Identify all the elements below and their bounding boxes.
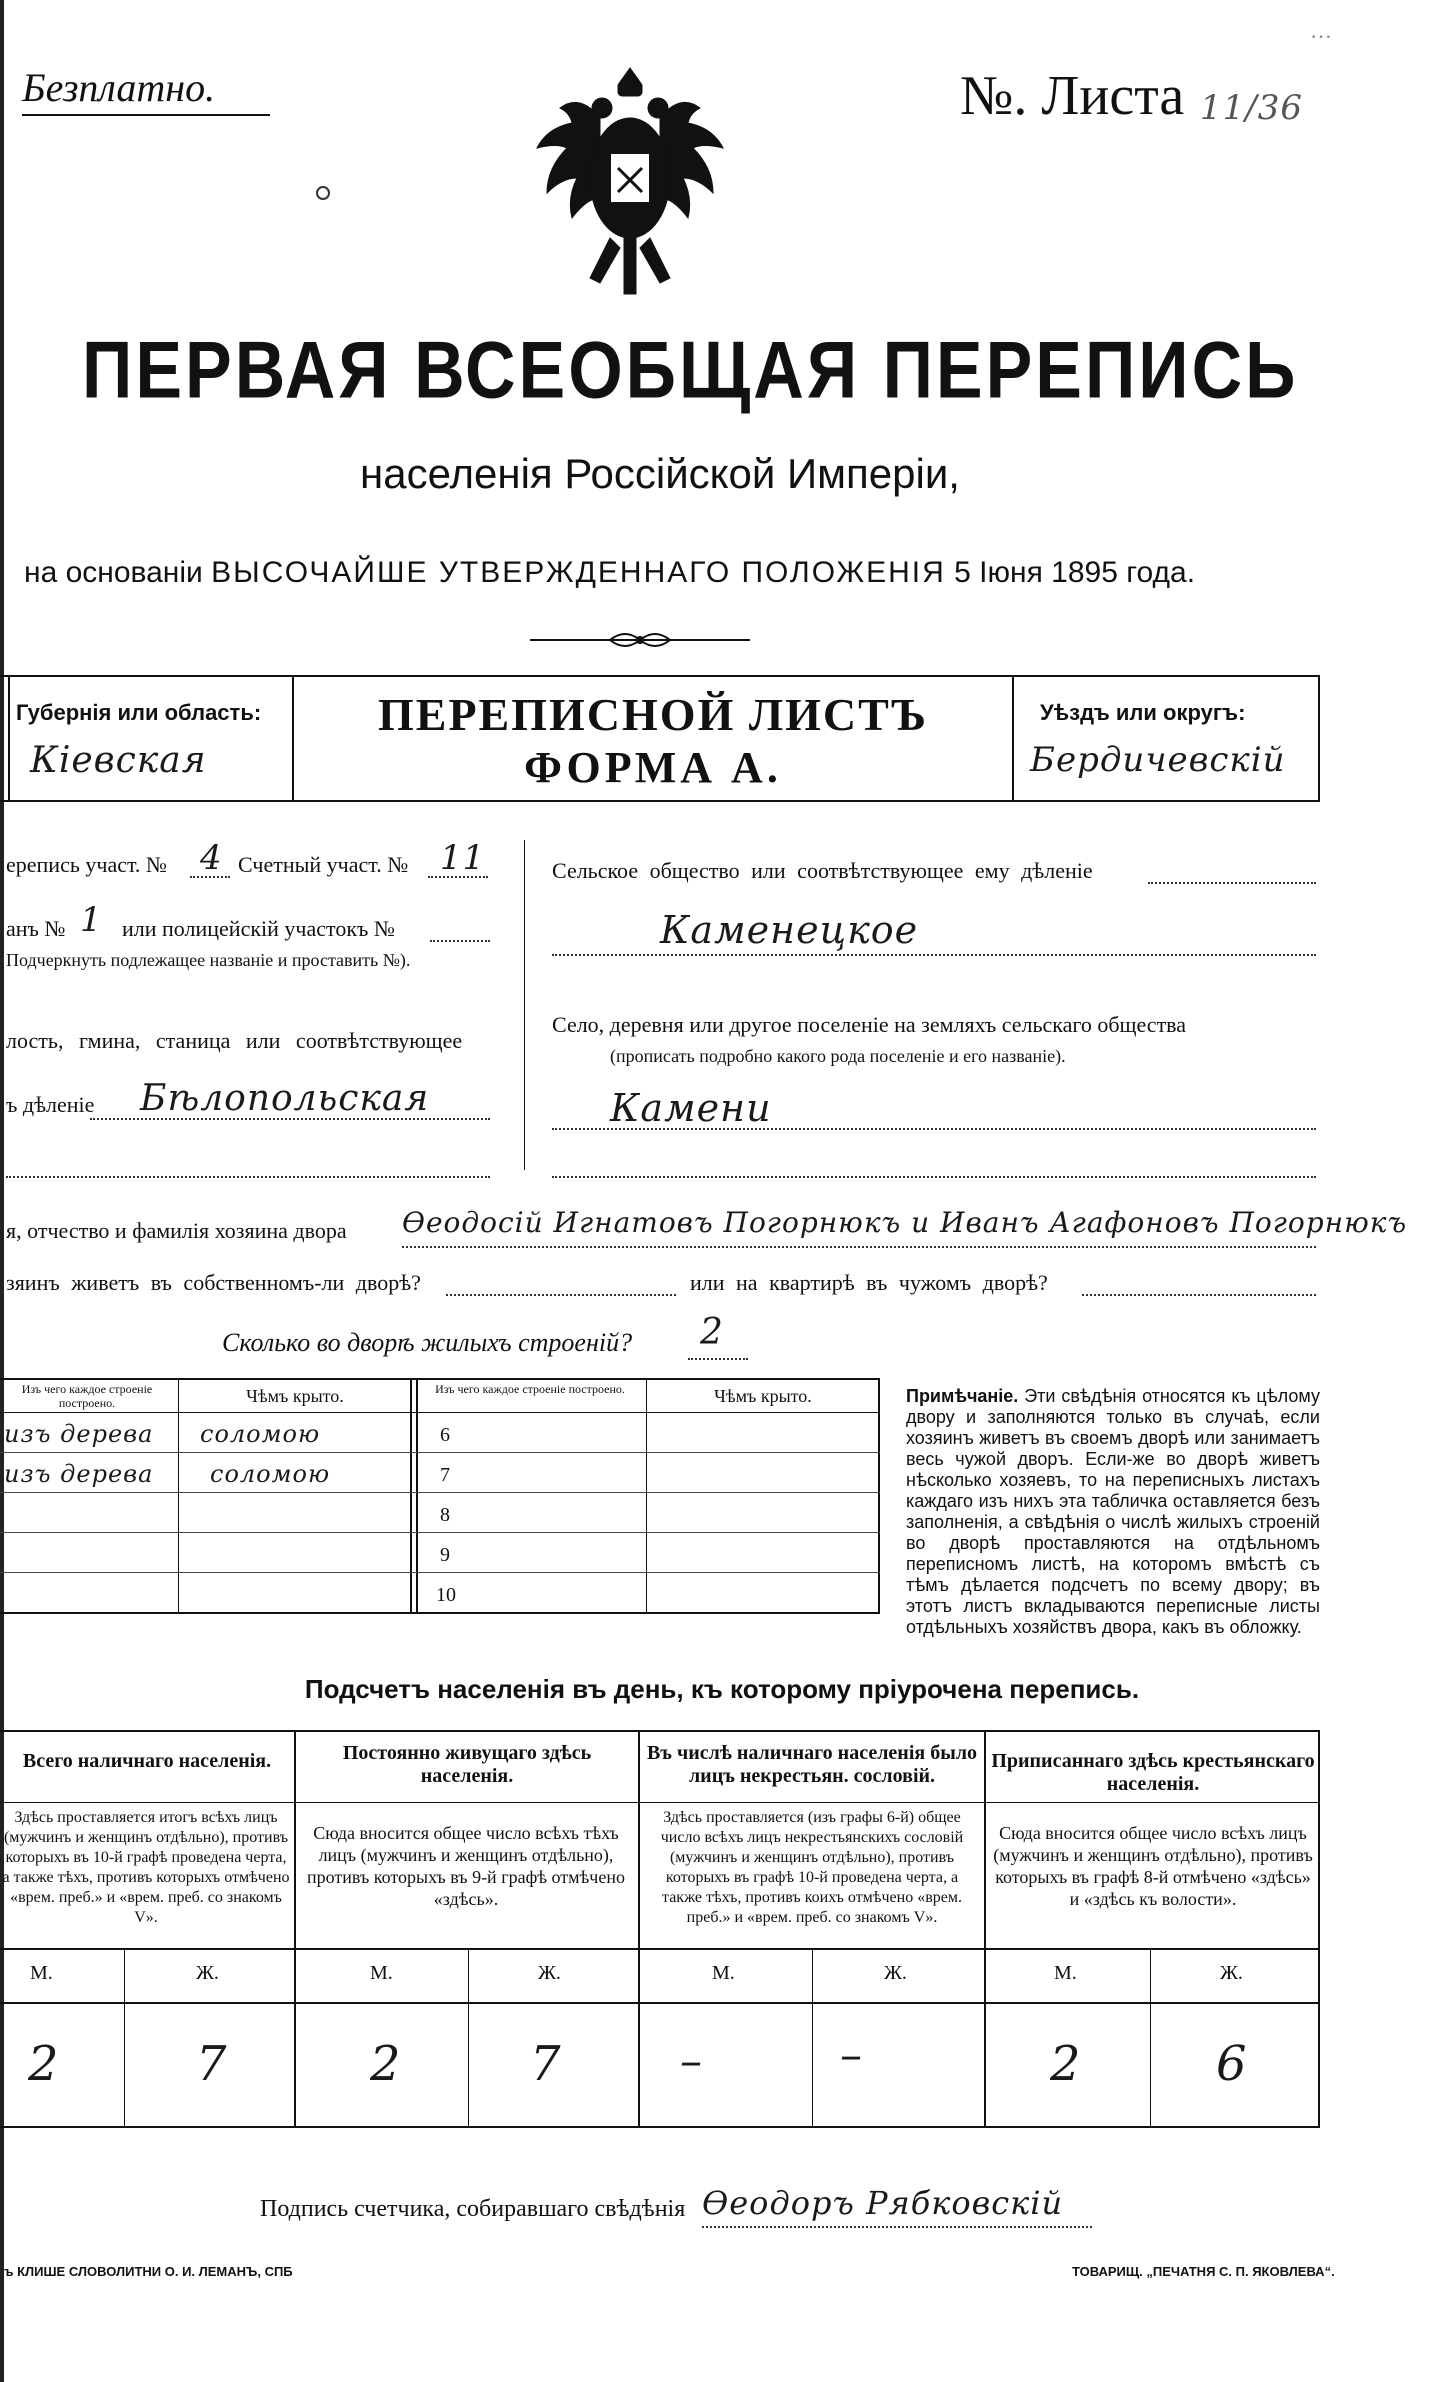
pt-col1-m-label: М. (30, 1962, 53, 1984)
count-sect-label: Счетный участ. № (238, 852, 409, 877)
division-value: Бѣлопольская (140, 1078, 430, 1119)
sheet-number-value: 11/36 (1200, 88, 1303, 128)
bt-row1-roof: соломою (200, 1420, 321, 1448)
right-block-bottom-dots (552, 1176, 1316, 1178)
bt-material-header-left: Изъ чего каждое строеніе построено. (21, 1382, 153, 1410)
stan-value: 1 (80, 900, 103, 940)
province-value: Кіевская (30, 740, 207, 781)
society-value-dots (552, 954, 1316, 956)
basis-date: 5 Іюня 1895 года. (954, 556, 1196, 589)
note-block (906, 1386, 1320, 1638)
bt-v2b (416, 1378, 418, 1614)
volost-line: лость, гмина, станица или соотвѣтствующее (6, 1028, 463, 1053)
form-title: ФОРМА А. (524, 743, 782, 792)
form-mid-left (292, 675, 294, 802)
bt-v2 (410, 1378, 412, 1614)
printer-right: ТОВАРИЩ. „ПЕЧАТНЯ С. П. ЯКОВЛЕВА“. (1072, 2264, 1335, 2279)
count-sect-value: 11 (440, 838, 486, 878)
pt-v3 (984, 1730, 986, 2128)
printer-left: ъ КЛИШЕ СЛОВОЛИТНИ О. И. ЛЕМАНЪ, СПБ (4, 2264, 293, 2279)
owner-name-value: Ѳеодосій Игнатовъ Погорнюкъ и Иванъ Агафоновъ Погорнюкъ (402, 1206, 1408, 1239)
pt-col4-note: Сюда вносится общее число всѣхъ лицъ (мужчинъ и женщинъ отдѣльно), противъ которыхъ въ графѣ 8-й отмѣчено «здѣсь» и «здѣсь къ волости». (993, 1823, 1313, 1909)
page-edge-left (0, 0, 4, 2382)
signature-value: Ѳеодоръ Рябковскій (702, 2184, 1064, 2222)
bt-roof-header-right: Чѣмъ крыто. (714, 1386, 812, 1406)
pt-col2-f-label: Ж. (538, 1962, 561, 1984)
owner-name-dots (402, 1246, 1316, 1248)
form-left-border (8, 675, 10, 802)
bt-num-9: 9 (440, 1544, 450, 1566)
block-divider (524, 840, 525, 1170)
corner-note: … (1310, 18, 1332, 43)
stan-label: анъ № (6, 916, 66, 941)
sheet-number-label: №. Листа (960, 65, 1185, 127)
pt-col2-m-value: 2 (370, 2036, 402, 2092)
society-dots (1148, 882, 1316, 884)
left-block-bottom-dots (6, 1176, 490, 1178)
pt-v1 (294, 1730, 296, 2128)
census-title: ПЕРВАЯ ВСЕОБЩАЯ ПЕРЕПИСЬ (82, 325, 1299, 415)
pt-col4-f-label: Ж. (1220, 1962, 1243, 1984)
pt-col3-m-value: – (680, 2036, 703, 2087)
census-sect-value: 4 (200, 838, 223, 878)
province-label: Губернія или область: (16, 700, 262, 725)
count-sect-dots (428, 876, 488, 878)
pt-note-bottom (0, 1948, 1320, 1950)
pt-sub1 (124, 1948, 125, 2128)
pt-col1-f-label: Ж. (196, 1962, 219, 1984)
pt-col4-f-value: 6 (1216, 2036, 1248, 2092)
society-value: Каменецкое (660, 908, 919, 952)
bt-row2-roof: соломою (210, 1460, 331, 1488)
signature-label: Подпись счетчика, собиравшаго свѣдѣнія (260, 2196, 686, 2222)
bt-bottom (0, 1612, 880, 1614)
pt-col3-note: Здѣсь проставляется (изъ графы 6-й) общее число всѣхъ лицъ некрестьянскихъ сословій (мужчинъ и женщинъ отдѣльно), противъ которыхъ въ графѣ 10-й проведена черта, а также тѣхъ, противъ коихъ отмѣчено «врем. преб.» и «врем. преб. со знакомъ V». (660, 1809, 964, 1926)
basis-prefix: на основаніи (24, 556, 203, 589)
bt-row3 (0, 1532, 880, 1533)
village-note: (прописать подробно какого рода поселеніе и его названіе). (610, 1046, 1066, 1066)
underline-note: Подчеркнуть подлежащее названіе и проставить №). (6, 950, 411, 970)
village-value: Камени (610, 1086, 772, 1130)
bt-num-7: 7 (440, 1464, 450, 1486)
own-yard-dots (446, 1294, 676, 1296)
bt-material-header-right: Изъ чего каждое строеніе построено. (435, 1382, 625, 1396)
pt-col1-m-value: 2 (28, 2036, 60, 2092)
pt-col2-head: Постоянно живущаго здѣсь населенія. (342, 1742, 592, 1787)
pt-sub4 (1150, 1948, 1151, 2128)
society-label: Сельское общество или соотвѣтствующее ему дѣленіе (552, 858, 1093, 883)
bt-v4 (878, 1378, 880, 1614)
bt-row2-material: изъ дерева (4, 1460, 154, 1488)
pt-col2-note: Сюда вносится общее число всѣхъ тѣхъ лицъ (мужчинъ и женщинъ отдѣльно), противъ которыхъ въ 9-й графѣ отмѣчено «здѣсь». (307, 1823, 625, 1909)
pt-v4 (1318, 1730, 1320, 2128)
census-sect-dots (190, 876, 230, 878)
bt-roof-header-left: Чѣмъ крыто. (246, 1386, 344, 1406)
pt-col4-head: Приписаннаго здѣсь крестьянскаго населенія. (991, 1750, 1315, 1795)
bt-v3 (646, 1378, 647, 1614)
buildings-label: Сколько во дворѣ жилыхъ строеній? (222, 1328, 633, 1357)
bt-row1 (0, 1452, 880, 1453)
bt-row1-material: изъ дерева (4, 1420, 154, 1448)
pt-col1-note: Здѣсь проставляется итогъ всѣхъ лицъ (мужчинъ и женщинъ отдѣльно), противъ которыхъ въ 10-й графѣ проведена черта, а также тѣхъ, противъ которыхъ отмѣчено «врем. преб.» и «врем. преб. со знакомъ V». (2, 1809, 290, 1926)
ornament-divider-icon (530, 628, 750, 652)
pt-sub3 (812, 1948, 813, 2128)
signature-dots (702, 2226, 1092, 2228)
bt-top (0, 1378, 880, 1380)
pt-head-bottom (0, 1802, 1320, 1803)
basis-line (24, 556, 1195, 590)
census-subtitle: населенія Россійской Имперіи, (360, 450, 960, 497)
district-label: Уѣздъ или округъ: (1040, 700, 1246, 725)
bt-row2 (0, 1492, 880, 1493)
division-label: ъ дѣленіе (6, 1092, 95, 1117)
form-top-border (0, 675, 1320, 677)
pt-col1-head: Всего наличнаго населенія. (22, 1750, 272, 1772)
bt-row4 (0, 1572, 880, 1573)
seal-dot-icon (316, 186, 330, 200)
village-label: Село, деревня или другое поселеніе на земляхъ сельскаго общества (552, 1012, 1187, 1037)
pt-top (0, 1730, 1320, 1732)
buildings-dots (688, 1358, 748, 1360)
own-yard-label: зяинъ живетъ въ собственномъ-ли дворѣ? (6, 1270, 421, 1295)
sheet-title: ПЕРЕПИСНОЙ ЛИСТЪ (377, 689, 929, 740)
basis-caps: ВЫСОЧАЙШЕ УТВЕРЖДЕННАГО ПОЛОЖЕНІЯ (211, 556, 946, 589)
pt-col4-m-value: 2 (1050, 2036, 1082, 2092)
district-value: Бердичевскій (1030, 740, 1286, 780)
form-section-border (0, 800, 1320, 802)
apartment-label: или на квартирѣ въ чужомъ дворѣ? (690, 1270, 1048, 1295)
coat-of-arms-icon (530, 58, 730, 308)
pt-col3-head: Въ числѣ наличнаго населенія было лицъ некрестьян. сословій. (646, 1742, 978, 1787)
village-dots (552, 1128, 1316, 1130)
census-sect-label: ерепись участ. № (6, 852, 167, 877)
pt-bottom (0, 2126, 1320, 2128)
buildings-value: 2 (700, 1312, 724, 1353)
bt-v1 (178, 1378, 179, 1614)
owner-name-label: я, отчество и фамилія хозяина двора (6, 1218, 347, 1243)
bt-head-bottom (0, 1412, 880, 1413)
bt-num-6: 6 (440, 1424, 450, 1446)
note-text: Эти свѣдѣнія относятся къ цѣлому двору и заполняются только въ случаѣ, если хозяинъ живетъ въ своемъ дворѣ или занимаетъ весь чужой дворъ. Если-же во дворѣ живетъ нѣсколько хозяевъ, то на переписныхъ листахъ каждаго изъ нихъ эта табличка оставляется безъ заполненія, а свѣдѣнія о числѣ жилыхъ строеній во дворѣ проставляются на отдѣльномъ переписномъ листѣ, на которомъ вмѣстѣ съ тѣмъ дѣлается подсчетъ по всему двору; въ этотъ листъ вкладываются переписные листы отдѣльныхъ хозяйствъ двора, какъ въ обложку. (906, 1386, 1320, 1637)
form-right-border (1318, 675, 1320, 802)
form-mid-right (1012, 675, 1014, 802)
population-title: Подсчетъ населенія въ день, къ которому пріурочена перепись. (304, 1674, 1140, 1704)
pt-col3-f-label: Ж. (884, 1962, 907, 1984)
free-underline (22, 114, 270, 116)
pt-col2-m-label: М. (370, 1962, 393, 1984)
pt-col4-m-label: М. (1054, 1962, 1077, 1984)
bt-num-10: 10 (436, 1584, 456, 1606)
apartment-dots (1082, 1294, 1316, 1296)
bt-num-8: 8 (440, 1504, 450, 1526)
division-dots (90, 1118, 490, 1120)
police-section-dots (430, 940, 490, 942)
pt-sub2 (468, 1948, 469, 2128)
pt-col3-f-value: – (840, 2030, 863, 2081)
police-section-label: или полицейскій участокъ № (122, 916, 395, 941)
free-label: Безплатно. (22, 65, 216, 110)
pt-v2 (638, 1730, 640, 2128)
pt-col2-f-value: 7 (530, 2036, 562, 2092)
pt-col1-f-value: 7 (196, 2036, 228, 2092)
note-head: Примѣчаніе. (906, 1386, 1019, 1406)
pt-col3-m-label: М. (712, 1962, 735, 1984)
pt-mf-bottom (0, 2002, 1320, 2004)
